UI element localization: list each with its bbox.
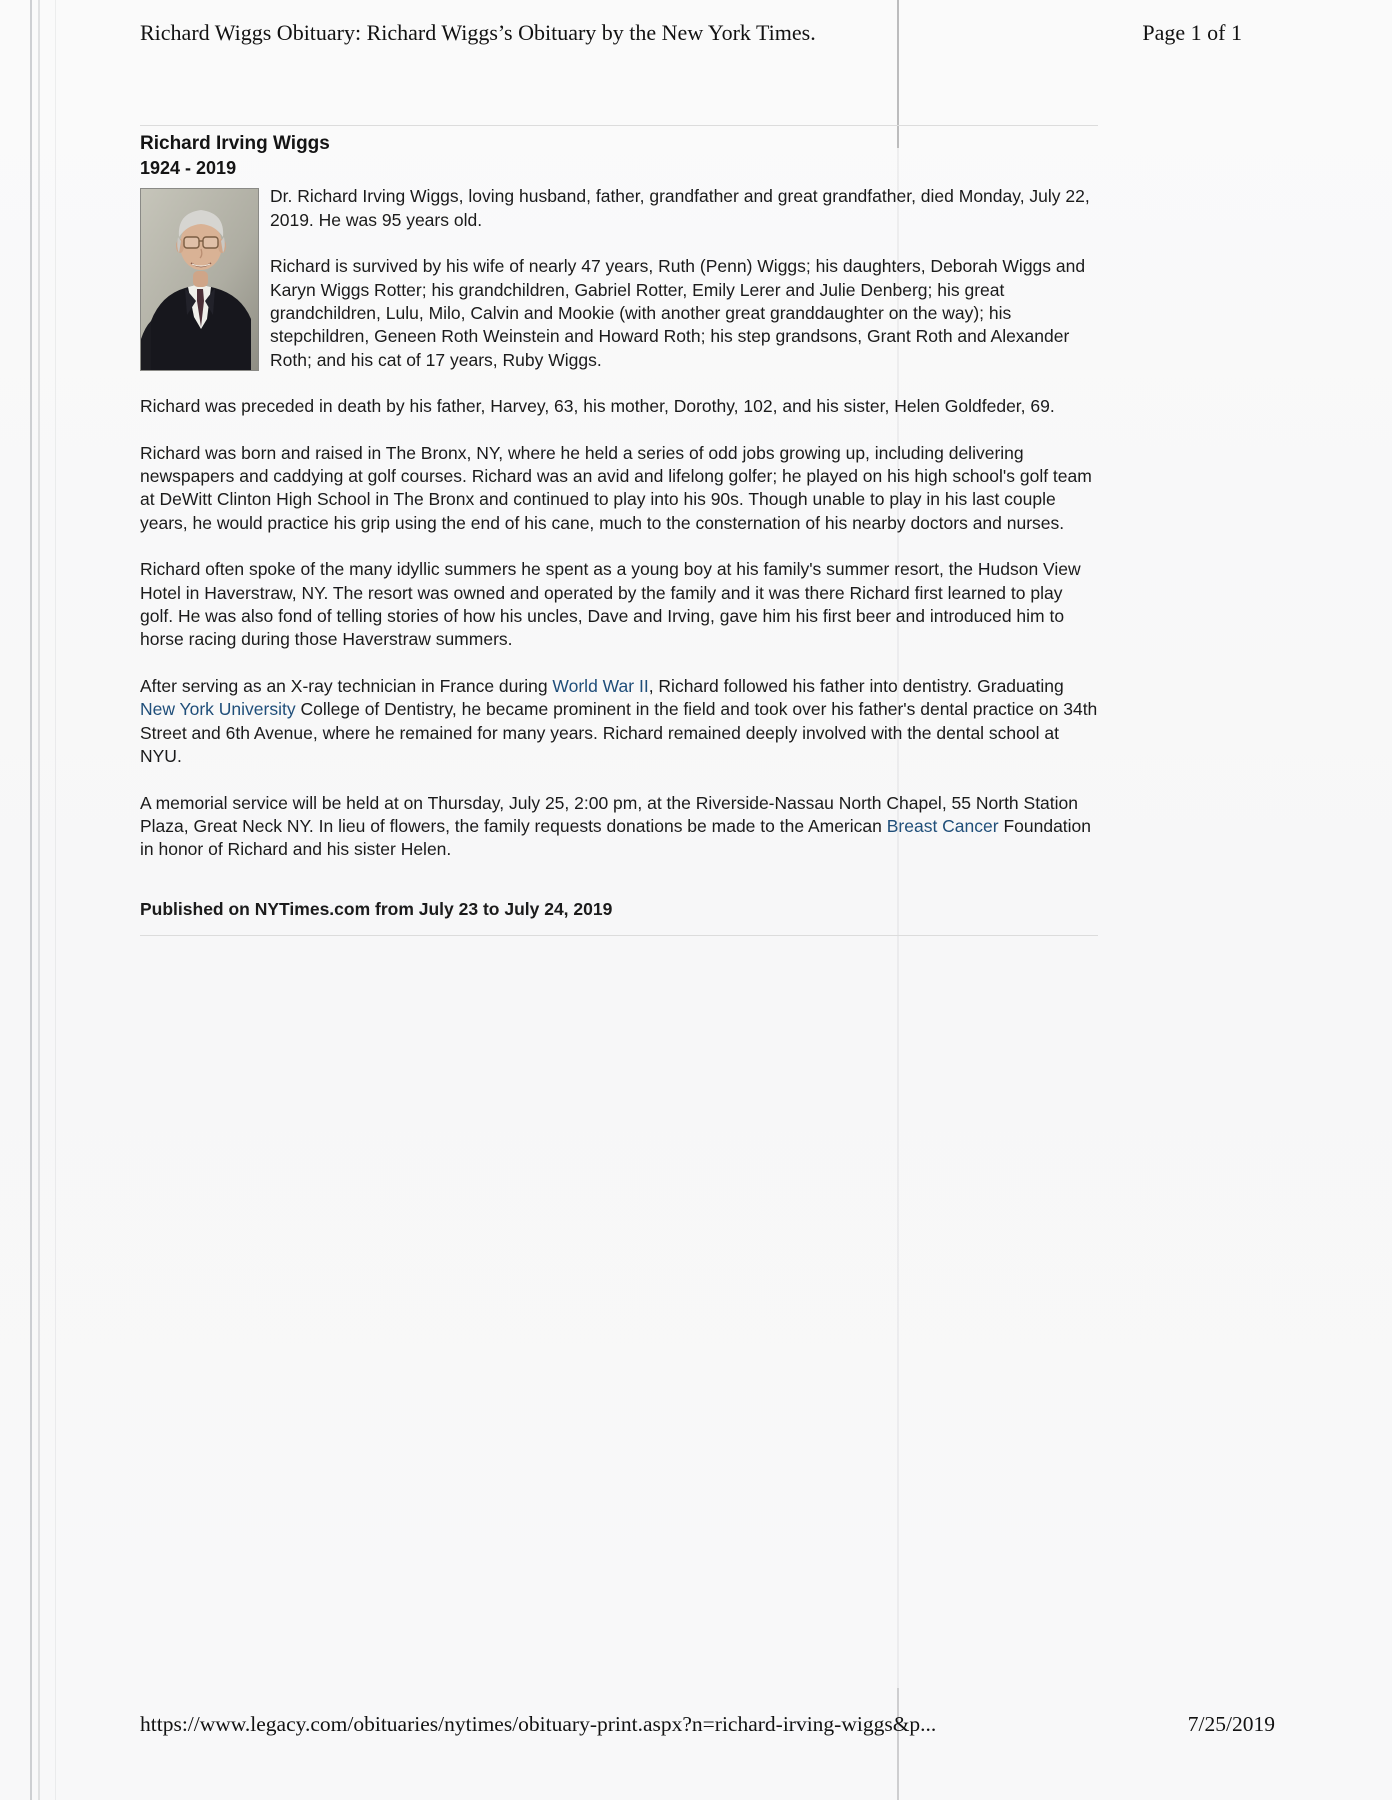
new-york-university-link-text: New York University [140, 699, 296, 720]
obituary-photo [140, 188, 259, 371]
career-text-segment: College of Dentistry, he became prominent in the field and took over his father's dental practice on 34th Street and 6th Avenue, where he remained for many years. Richard remained deeply involved with the dental school at NYU. [140, 699, 1098, 767]
footer-date: 7/25/2019 [1187, 1712, 1275, 1736]
paragraph-career [140, 675, 1098, 769]
scan-streak-line [38, 0, 40, 1800]
paragraph-memorial-service [140, 792, 1098, 862]
print-header-title: Richard Wiggs Obituary: Richard Wiggs’s Obituary by the New York Times. [140, 20, 816, 45]
scan-streak-line [55, 0, 56, 1800]
print-footer [140, 1712, 1275, 1737]
print-header [140, 20, 1242, 46]
obituary-content [140, 125, 1098, 936]
footer-url: https://www.legacy.com/obituaries/nytimes/obituary-print.aspx?n=richard-irving-wiggs&p... [140, 1712, 937, 1736]
career-text-segment: , Richard followed his father into dentistry. Graduating [648, 675, 1064, 696]
obituary-years: 1924 - 2019 [140, 157, 237, 178]
paragraph-death-notice: Dr. Richard Irving Wiggs, loving husband, father, grandfather and great grandfather, died Monday, July 22, 2019. He was 95 years old. [270, 186, 1090, 230]
memorial-text-segment: A memorial service will be held at on Thursday, July 25, 2:00 pm, at the Riverside-Nassau North Chapel, 55 North Station Plaza, Great Neck NY. In lieu of flowers, the family requests donations be made to the American [140, 792, 1079, 836]
breast-cancer-link-text: Breast Cancer [886, 815, 999, 836]
paragraph-summers: Richard often spoke of the many idyllic summers he spent as a young boy at his family's summer resort, the Hudson View Hotel in Haverstraw, NY. The resort was owned and operated by the family and it was there Richard first learned to play golf. He was also fond of telling stories of how his uncles, Dave and Irving, gave him his first beer and introduced him to horse racing during those Haverstraw summers. [140, 559, 1081, 650]
page-indicator: Page 1 of 1 [1142, 20, 1242, 45]
bottom-divider [140, 935, 1098, 936]
paper-fold-line [897, 1688, 899, 1800]
career-text-segment: After serving as an X-ray technician in France during [140, 675, 553, 696]
portrait-photo-graphic [141, 189, 258, 370]
paragraph-preceded-in-death: Richard was preceded in death by his father, Harvey, 63, his mother, Dorothy, 102, and his sister, Helen Goldfeder, 69. [140, 396, 1055, 417]
paragraph-survived-by: Richard is survived by his wife of nearly 47 years, Ruth (Penn) Wiggs; his daughters, Deborah Wiggs and Karyn Wiggs Rotter; his grandchildren, Gabriel Rotter, Emily Lerer and Julie Denberg; his great grandchildren, Lulu, Milo, Calvin and Mookie (with another great granddaughter on the way); his stepchildren, Geneen Roth Weinstein and Howard Roth; his step grandsons, Grant Roth and Alexander Roth; and his cat of 17 years, Ruby Wiggs. [270, 256, 1086, 370]
world-war-ii-link-text: World War II [552, 675, 649, 696]
paragraph-early-life: Richard was born and raised in The Bronx, NY, where he held a series of odd jobs growing up, including delivering newspapers and caddying at golf courses. Richard was an avid and lifelong golfer; he played on his high school's golf team at DeWitt Clinton High School in The Bronx and continued to play into his 90s. Though unable to play in his last couple years, he would practice his grip using the end of his cane, much to the consternation of his nearby doctors and nurses. [140, 442, 1092, 533]
scan-streak-line [30, 0, 32, 1800]
published-line: Published on NYTimes.com from July 23 to July 24, 2019 [140, 898, 613, 919]
memorial-text-segment: Foundation in honor of Richard and his sister Helen. [140, 815, 1092, 860]
obituary-name: Richard Irving Wiggs [140, 133, 330, 154]
top-divider [140, 125, 1098, 126]
